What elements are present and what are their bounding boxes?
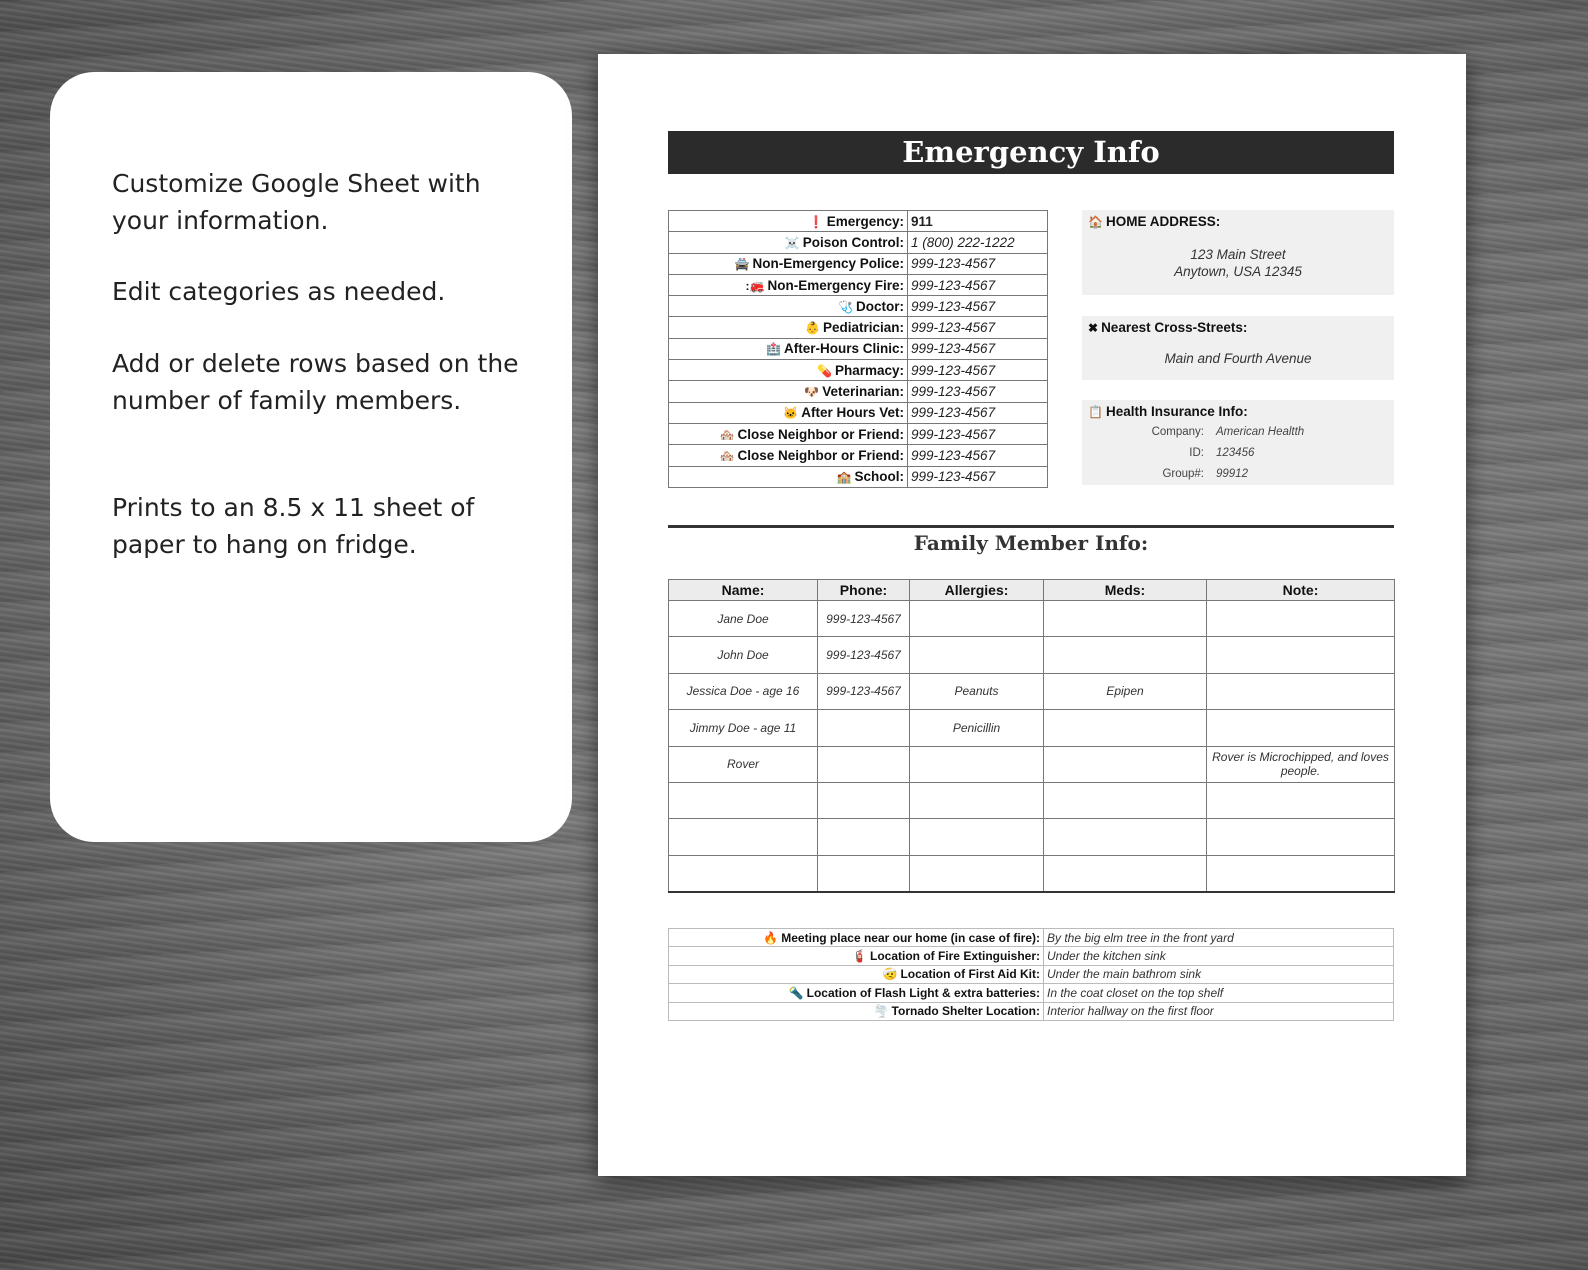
family-cell: 999-123-4567 <box>818 673 910 709</box>
contact-icon: ☠️ <box>784 235 800 250</box>
contact-row <box>669 445 1048 466</box>
family-column-header: Allergies: <box>910 580 1044 601</box>
contact-icon: 🏘️ <box>719 427 735 442</box>
family-cell <box>669 782 818 818</box>
table-row <box>669 746 1395 782</box>
safety-icon: 🔦 <box>788 985 804 1000</box>
family-cell <box>910 782 1044 818</box>
family-cell: 999-123-4567 <box>818 601 910 637</box>
family-cell: Penicillin <box>910 710 1044 746</box>
intro-paragraph: Customize Google Sheet with your information. <box>112 169 481 235</box>
family-column-header: Name: <box>669 580 818 601</box>
family-cell <box>1207 782 1395 818</box>
contact-icon: 🐱 <box>783 406 799 421</box>
family-cell: 999-123-4567 <box>818 637 910 673</box>
family-cell <box>1044 855 1207 892</box>
printable-sheet <box>598 54 1466 1176</box>
family-cell <box>818 819 910 855</box>
contact-row <box>669 274 1048 295</box>
contact-label-cell <box>669 466 908 487</box>
contact-label-cell <box>669 253 908 274</box>
contact-icon: 👶 <box>805 321 820 336</box>
contact-icon: 💊 <box>817 363 832 378</box>
cross-streets-value: Main and Fourth Avenue <box>1164 351 1312 366</box>
contact-row <box>669 360 1048 381</box>
table-row <box>669 637 1395 673</box>
family-cell: Peanuts <box>910 673 1044 709</box>
contact-label-cell <box>669 232 908 253</box>
family-cell <box>1207 601 1395 637</box>
contact-label: Pharmacy: <box>834 362 904 378</box>
safety-row <box>669 947 1394 965</box>
section-divider <box>668 525 1394 528</box>
contact-icon: 🩺 <box>838 299 853 314</box>
contact-row <box>669 466 1048 487</box>
safety-icon: 🧯 <box>852 949 867 964</box>
contact-number: 999-123-4567 <box>908 296 1048 317</box>
safety-label: Meeting place near our home (in case of fire): <box>781 930 1040 945</box>
safety-value: Under the main bathrom sink <box>1044 965 1394 983</box>
info-card <box>50 72 572 842</box>
family-cell <box>1044 601 1207 637</box>
family-cell <box>1207 637 1395 673</box>
family-cell <box>669 855 818 892</box>
contact-number: 999-123-4567 <box>908 317 1048 338</box>
family-cell: Jane Doe <box>669 601 818 637</box>
contact-label-cell <box>669 211 908 232</box>
family-cell: Rover is Microchipped, and loves people. <box>1207 746 1395 782</box>
family-cell <box>1044 710 1207 746</box>
contact-number: 999-123-4567 <box>908 402 1048 423</box>
page-title: Emergency Info <box>668 131 1394 174</box>
contact-label: After Hours Vet: <box>801 405 904 421</box>
safety-row <box>669 1002 1394 1020</box>
intro-paragraph: Prints to an 8.5 x 11 sheet of paper to hang on fridge. <box>112 493 475 559</box>
safety-value: In the coat closet on the top shelf <box>1044 984 1394 1002</box>
contact-number: 911 <box>908 211 1048 232</box>
family-cell <box>818 855 910 892</box>
contact-number: 999-123-4567 <box>908 253 1048 274</box>
safety-label: Location of First Aid Kit: <box>900 967 1040 982</box>
contact-row <box>669 253 1048 274</box>
contact-label-cell <box>669 296 908 317</box>
safety-row <box>669 984 1394 1002</box>
contact-number: 999-123-4567 <box>908 274 1048 295</box>
contact-label: Pediatrician: <box>822 320 904 336</box>
family-cell <box>910 746 1044 782</box>
contact-label: Close Neighbor or Friend: <box>737 447 904 463</box>
cross-streets-box <box>1082 316 1394 380</box>
safety-label-cell <box>669 947 1044 965</box>
contact-label: School: <box>854 469 904 485</box>
safety-locations-table <box>668 928 1394 1021</box>
contact-icon: ❗ <box>808 214 824 229</box>
family-cell <box>910 637 1044 673</box>
contact-label-cell <box>669 274 908 295</box>
table-row <box>669 710 1395 746</box>
contact-number: 999-123-4567 <box>908 466 1048 487</box>
contact-row <box>669 402 1048 423</box>
contact-label: Emergency: <box>826 213 904 229</box>
family-column-header: Meds: <box>1044 580 1207 601</box>
table-row <box>669 819 1395 855</box>
home-address-header: 🏠 HOME ADDRESS: <box>1088 214 1221 229</box>
address-line-2: Anytown, USA 12345 <box>1174 264 1302 279</box>
family-cell: John Doe <box>669 637 818 673</box>
contact-row <box>669 423 1048 444</box>
safety-icon: 🌪️ <box>873 1004 889 1019</box>
home-address-box <box>1082 210 1394 295</box>
family-cell <box>1207 855 1395 892</box>
family-cell <box>1044 637 1207 673</box>
contact-label-cell <box>669 423 908 444</box>
contact-icon: 🏘️ <box>719 448 735 463</box>
safety-label-cell <box>669 965 1044 983</box>
family-cell: Rover <box>669 746 818 782</box>
contact-label: Non-Emergency Police: <box>752 256 904 272</box>
contact-number: 999-123-4567 <box>908 423 1048 444</box>
contact-icon: 🏥 <box>766 342 781 357</box>
contact-row <box>669 338 1048 359</box>
contact-icon: :🚒 <box>745 278 765 293</box>
contact-row <box>669 317 1048 338</box>
insurance-header: 📋 Health Insurance Info: <box>1088 404 1248 419</box>
family-cell <box>1207 673 1395 709</box>
contact-label-cell <box>669 381 908 402</box>
family-cell <box>910 819 1044 855</box>
safety-value: By the big elm tree in the front yard <box>1044 929 1394 947</box>
family-member-table <box>668 579 1395 893</box>
family-cell <box>1044 819 1207 855</box>
safety-row <box>669 929 1394 947</box>
contact-label: Poison Control: <box>802 234 904 250</box>
contact-row <box>669 296 1048 317</box>
family-cell <box>1207 710 1395 746</box>
contact-label: After-Hours Clinic: <box>783 341 904 357</box>
contact-icon: 🚔 <box>734 257 750 272</box>
intro-paragraph: Edit categories as needed. <box>112 277 446 306</box>
family-section-title: Family Member Info: <box>913 531 1149 555</box>
family-cell: Jessica Doe - age 16 <box>669 673 818 709</box>
family-cell <box>818 746 910 782</box>
contact-label-cell <box>669 317 908 338</box>
insurance-box: 📋 Health Insurance Info: Company: American Healtth ID: 123456 Group#: 99912 <box>1082 400 1394 485</box>
family-cell <box>1207 819 1395 855</box>
contact-number: 999-123-4567 <box>908 445 1048 466</box>
family-cell: Epipen <box>1044 673 1207 709</box>
family-cell <box>1044 746 1207 782</box>
family-cell: Jimmy Doe - age 11 <box>669 710 818 746</box>
contact-label: Close Neighbor or Friend: <box>737 426 904 442</box>
table-row <box>669 782 1395 818</box>
contact-label-cell <box>669 445 908 466</box>
safety-label: Location of Flash Light & extra batteries: <box>806 985 1040 1000</box>
family-cell <box>818 710 910 746</box>
safety-row <box>669 965 1394 983</box>
family-cell <box>910 855 1044 892</box>
family-cell <box>669 819 818 855</box>
table-row <box>669 673 1395 709</box>
x-icon: ✖ <box>1088 321 1099 335</box>
safety-label-cell <box>669 984 1044 1002</box>
family-cell <box>1044 782 1207 818</box>
contact-label: Non-Emergency Fire: <box>767 277 904 293</box>
family-column-header: Phone: <box>818 580 910 601</box>
address-line-1: 123 Main Street <box>1190 247 1286 262</box>
safety-icon: 🔥 <box>763 930 779 945</box>
intro-paragraph: Add or delete rows based on the number of family members. <box>112 349 519 415</box>
contact-label-cell <box>669 360 908 381</box>
contact-row <box>669 232 1048 253</box>
contact-row <box>669 211 1048 232</box>
family-column-header: Note: <box>1207 580 1395 601</box>
safety-value: Interior hallway on the first floor <box>1044 1002 1394 1020</box>
contact-number: 999-123-4567 <box>908 381 1048 402</box>
cross-streets-header: ✖ Nearest Cross-Streets: <box>1088 320 1248 335</box>
safety-icon: 🤕 <box>882 967 898 982</box>
house-icon: 🏠 <box>1088 215 1103 229</box>
safety-label-cell <box>669 1002 1044 1020</box>
contact-label: Doctor: <box>856 298 904 314</box>
contact-number: 1 (800) 222-1222 <box>908 232 1048 253</box>
safety-label: Tornado Shelter Location: <box>891 1004 1040 1019</box>
contact-label-cell <box>669 402 908 423</box>
safety-value: Under the kitchen sink <box>1044 947 1394 965</box>
contact-label: Veterinarian: <box>822 384 904 400</box>
family-cell <box>818 782 910 818</box>
contact-icon: 🏫 <box>836 470 852 485</box>
contact-label-cell <box>669 338 908 359</box>
emergency-contacts-table <box>668 210 1048 488</box>
contact-row <box>669 381 1048 402</box>
table-row <box>669 855 1395 892</box>
safety-label: Location of Fire Extinguisher: <box>869 949 1040 964</box>
contact-icon: 🐶 <box>804 385 820 400</box>
contact-number: 999-123-4567 <box>908 338 1048 359</box>
family-cell <box>910 601 1044 637</box>
table-row <box>669 601 1395 637</box>
clipboard-icon: 📋 <box>1088 405 1103 419</box>
safety-label-cell <box>669 929 1044 947</box>
contact-number: 999-123-4567 <box>908 360 1048 381</box>
